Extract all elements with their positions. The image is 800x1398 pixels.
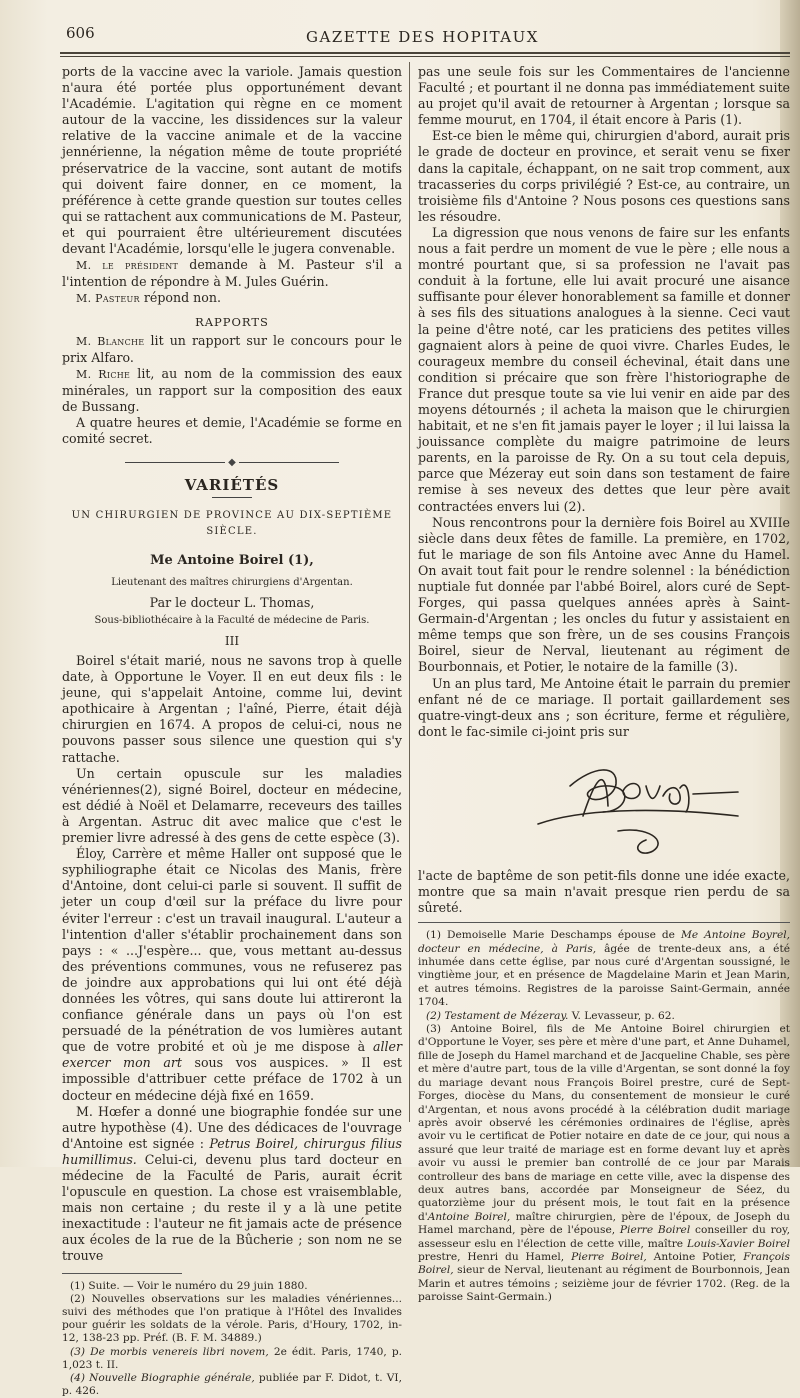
paragraph-text: répond non. xyxy=(139,290,221,306)
header-rule-thin xyxy=(60,56,790,57)
footnote xyxy=(62,1372,402,1398)
italic-text: Pierre Boirel, xyxy=(571,1250,647,1263)
footnote-text: conseiller du roy, assesseur eslu en l'élection de cette ville, maître xyxy=(418,1224,791,1250)
footnote-text: 2e édit. Paris, 1740, p. 1,023 t. II. xyxy=(62,1345,402,1371)
paragraph xyxy=(62,1104,402,1265)
italic-text: (4) Nouvelle Biographie générale, xyxy=(70,1371,255,1384)
footnote-text: âgée de trente-deux ans, a été inhumée dans cette église, par nous curé d'Argentan soussigné, le vingtième jour, et en présence de Magdelaine Marin et Jean Marin, et autres témoins. Registres de la paroisse Saint-Germain, année 1704. xyxy=(418,942,790,1009)
page-header xyxy=(60,22,785,44)
paragraph-text: Celui-ci, devenu plus tard docteur en médecine de la Faculté de Paris, aurait écrit l'opuscule en question. La chose est vraisemblable, mais non certaine ; du reste il y a là une petite inexactitude : l'auteur ne fit jamais acte de présence aux écoles de la rue de la Bûcherie ; son nom ne se trouve xyxy=(62,1151,402,1264)
footnote xyxy=(418,1010,790,1023)
paragraph xyxy=(62,366,402,415)
running-title: GAZETTE DES HOPITAUX xyxy=(306,28,539,46)
speaker-name: M. le président xyxy=(76,259,179,273)
footnote: (1) Suite. — Voir le numéro du 29 juin 1880. xyxy=(70,1279,308,1292)
paragraph: Un an plus tard, Me Antoine était le parrain du premier enfant né de ce mariage. Il portait gaillardement ses quatre-vingt-deux ans ; son écriture, ferme et régulière, dont le fac-simile ci-joint pris sur xyxy=(418,675,790,739)
italic-text: Petrus Boirel, chirurgus filius humillimus. xyxy=(62,1135,402,1167)
page-number: 606 xyxy=(66,24,95,42)
series-title: UN CHIRURGIEN DE PROVINCE AU DIX-SEPTIÈME SIÈCLE. xyxy=(71,510,393,538)
footnote-text: (3) Antoine Boirel, fils de Me Antoine Boirel chirurgien et d'Opportune le Voyer, ses père et mère d'une part, et Anne Duhamel, fille de Joseph du Hamel marchand et de Jacqueline Chable, ses père et mère d'autre part, tous de la ville d'Argentan, se sont donné la foy du mariage devant nous François Boirel prestre, curé de Sept-Forges, diocèse du Mans, du consentement de monsieur le curé d'Argentan, et nous avons procédé à la célébration dudit mariage après avoir observé les cérémonies ordinaires de l'église, après avoir vu le certificat de Potier notaire en date de ce jour, qui nous a assuré que leur traité de mariage est en forme devant luy et après avoir vu aussi le premier ban controllé de ce jour par Marais controlleur des bans de mariage en cette ville, avec la dispense des deux autres bans, accordée par Monseigneur de Séez, du quatorzième jour du présent mois, le tout fait en la présence d' xyxy=(418,1023,790,1223)
paragraph: Est-ce bien le même qui, chirurgien d'abord, aurait pris le grade de docteur en province, et serait venu se fixer dans la capitale, échappant, on ne sait trop comment, aux tracasseries du corps privilégié ? Est-ce, au contraire, un troisième fils d'Antoine ? Nous posons ces questions sans les résoudre. xyxy=(418,128,790,224)
paragraph: La digression que nous venons de faire sur les enfants nous a fait perdre un moment de vue le père ; elle nous a montré pourtant que, si sa profession ne l'avait pas conduit à la fortune, elle lui avait procuré une aisance suffisante pour élever honorablement sa famille et donner à ses fils des situations analogues à la sienne. Ceci vaut la peine d'être noté, car les praticiens des petites villes gagnaient alors à peine de quoi vivre. Charles Eudes, le courageux membre du conseil échevinal, était dans une condition si précaire que son frère l'historiographe de France dut presque toute sa vie lui venir en aide par des moyens détournés ; il acheta la maison que le chirurgien habitait, et ne s'en fit jamais payer le loyer ; il lui laissa la jouissance complète du maigre patrimoine de leurs parents, en la paroisse de Ry. On a su tout cela depuis, parce que Mézeray eut soin dans son testament de faire remise à ses neveux des dettes que leur père avait contractées envers lui (2). xyxy=(418,224,790,514)
footnote: (2) Nouvelles observations sur les maladies vénériennes... suivi des méthodes que l'on pratique à l'Hôtel des Invalides pour guérir les soldats de la vérole. Paris, d'Houry, 1702, in-12, 138-23 pp. Préf. (B. F. M. 34889.) xyxy=(62,1292,402,1345)
italic-text: (3) De morbis venereis libri novem, xyxy=(70,1345,269,1358)
paragraph-text: lit, au nom de la commission des eaux minérales, un rapport sur la composition des eaux de Bussang. xyxy=(62,365,402,414)
italic-text: François Boirel, xyxy=(418,1250,790,1277)
paragraph: pas une seule fois sur les Commentaires de l'ancienne Faculté ; et pourtant il ne donna pas immédiatement suite au projet qu'il avait de retourner à Argentan ; lorsque sa femme mourut, en 1704, il était encore à Paris (1). xyxy=(418,64,790,128)
italic-text: aller exercer mon art xyxy=(62,1039,402,1071)
footnote xyxy=(418,1023,790,1305)
paragraph xyxy=(62,290,402,307)
right-column xyxy=(418,64,790,1305)
chapter-number: III xyxy=(224,633,240,648)
article-subtitle: Lieutenant des maîtres chirurgiens d'Argentan. xyxy=(111,576,353,588)
footnote-rule xyxy=(418,922,790,923)
left-column xyxy=(62,64,402,1398)
paragraph: Nous rencontrons pour la dernière fois Boirel au XVIIIe siècle dans deux fêtes de famille. La première, en 1702, fut le mariage de son fils Antoine avec Anne du Hamel. On avait tout fait pour le rendre solennel : la bénédiction nuptiale fut donnée par l'abbé Boirel, alors curé de Sept-Forges, qui passa quelques années après à Saint-Germain-d'Argentan ; les oncles du futur y assistaient en même temps que son frère, un de ses cousins François Boirel, sieur de Nerval, lieutenant au régiment de Bourbonnais, et Potier, le notaire de la famille (3). xyxy=(418,514,790,675)
italic-text: Pierre Boirel xyxy=(619,1224,691,1237)
paragraph xyxy=(62,333,402,366)
paragraph-text: lit un rapport sur le concours pour le prix Alfaro. xyxy=(62,332,402,365)
paragraph-text: M. Hœfer a donné une biographie fondée sur une autre hypothèse (4). Une des dédicaces de l'ouvrage d'Antoine est signée : xyxy=(62,1103,402,1151)
paragraph xyxy=(62,257,402,290)
paragraph: l'acte de baptême de son petit-fils donne une idée exacte, montre que sa main n'avait presque rien perdu de sa sûreté. xyxy=(418,867,790,916)
footnote-text: publiée par F. Didot, t. VI, p. 426. xyxy=(62,1371,402,1398)
section-heading-rapports: RAPPORTS xyxy=(195,315,269,330)
article-author: Par le docteur L. Thomas, xyxy=(149,594,315,610)
italic-text: Antoine Boirel, xyxy=(427,1210,511,1223)
footnote-text: Antoine Potier, xyxy=(646,1250,744,1263)
paragraph: Un certain opuscule sur les maladies vénériennes(2), signé Boirel, docteur en médecine, est dédié à Noël et Delamarre, receveurs des tailles à Argentan. Astruc dit avec malice que c'est le premier livre adressé à des gens de cette espèce (3). xyxy=(62,765,402,846)
article-title: Me Antoine Boirel (1), xyxy=(150,552,314,568)
footnote-text: sieur de Nerval, lieutenant au régiment de Bourbonnois, Jean Marin et autres témoins ; seizième jour de février 1702. (Reg. de la paroisse Saint-Germain.) xyxy=(418,1264,790,1304)
author-affiliation: Sous-bibliothécaire à la Faculté de médecine de Paris. xyxy=(94,614,370,626)
paragraph xyxy=(62,846,402,1104)
paragraph-text: demande à M. Pasteur s'il a l'intention de répondre à M. Jules Guérin. xyxy=(62,257,402,290)
italic-text: Me Antoine Boyrel, docteur en médecine, à Paris, xyxy=(418,929,790,955)
header-rule-thick xyxy=(60,52,790,54)
footnote xyxy=(418,929,790,1009)
paragraph-text: Éloy, Carrère et même Haller ont supposé que le syphiliographe était ce Nicolas des Manis, frère d'Antoine, dont celui-ci parle si souvent. Il suffit de jeter un coup d'œil sur la préface du livre pour éviter l'erreur : c'est un travail inaugural. L'auteur a l'intention d'aller s'établir prochainement dans son pays : « ...J'espère... que, vous mettant au-dessus des préventions communes, vous ne refuserez pas de joindre aux approbations qui lui ont été déjà données les vôtres, qui sans doute lui attireront la confiance générale dans un pays où l'on est persuadé de la pénétration de vos lumières autant que de votre probité et où je me dispose à xyxy=(62,846,402,1055)
footnote-text: (1) Demoiselle Marie Deschamps épouse de xyxy=(426,929,681,942)
italic-text: (2) Testament de Mézeray. xyxy=(426,1009,569,1022)
paragraph: Boirel s'était marié, nous ne savons trop à quelle date, à Opportune le Voyer. Il en eut deux fils : le jeune, qui s'appelait Antoine, comme lui, devint apothicaire à Argentan ; l'aîné, Pierre, était déjà chirurgien en 1674. A propos de celui-ci, nous ne pouvons passer sous silence une question qui s'y rattache. xyxy=(62,653,402,765)
speaker-name: M. Riche xyxy=(76,367,131,381)
footnotes xyxy=(62,1280,402,1398)
speaker-name: M. Pasteur xyxy=(76,292,140,306)
footnote-text: prestre, Henri du Hamel, xyxy=(418,1250,572,1263)
section-heading-varietes: VARIÉTÉS xyxy=(184,476,280,495)
signature-facsimile xyxy=(418,746,790,866)
ornamental-divider: ◆ xyxy=(62,455,402,471)
paragraph: A quatre heures et demie, l'Académie se forme en comité secret. xyxy=(62,414,402,447)
footnote xyxy=(62,1346,402,1372)
paragraph: ports de la vaccine avec la variole. Jamais question n'aura été portée plus opportunément devant l'Académie. L'agitation qui règne en ce moment autour de la vaccine, les dissidences sur la valeur relative de la vaccine animale et de la vaccine jennérienne, la négation même de toute propriété préservatrice de la vaccine, sont autant de motifs qui doivent faire donner, en ce moment, la préférence à cette grande question sur toutes celles qui se rattachent aux communications de M. Pasteur, et qui pourraient être ultérieurement discutées devant l'Académie, lorsqu'elle le jugera convenable. xyxy=(62,64,402,257)
short-rule xyxy=(212,497,252,498)
speaker-name: M. Blanche xyxy=(76,334,145,348)
footnote-text: maître chirurgien, père de l'époux, de Joseph du Hamel marchand, père de l'épouse, xyxy=(418,1210,790,1237)
italic-text: Louis-Xavier Boirel xyxy=(686,1237,790,1250)
footnote-rule xyxy=(62,1273,182,1274)
footnote-text: V. Levasseur, p. 62. xyxy=(568,1009,675,1022)
footnotes xyxy=(418,929,790,1304)
column-divider xyxy=(409,62,410,1122)
signature-drawing xyxy=(418,746,790,866)
paragraph-text: sous vos auspices. » Il est impossible d'attribuer cette préface de 1702 à un docteur en médecine déjà fixé en 1659. xyxy=(62,1055,402,1103)
